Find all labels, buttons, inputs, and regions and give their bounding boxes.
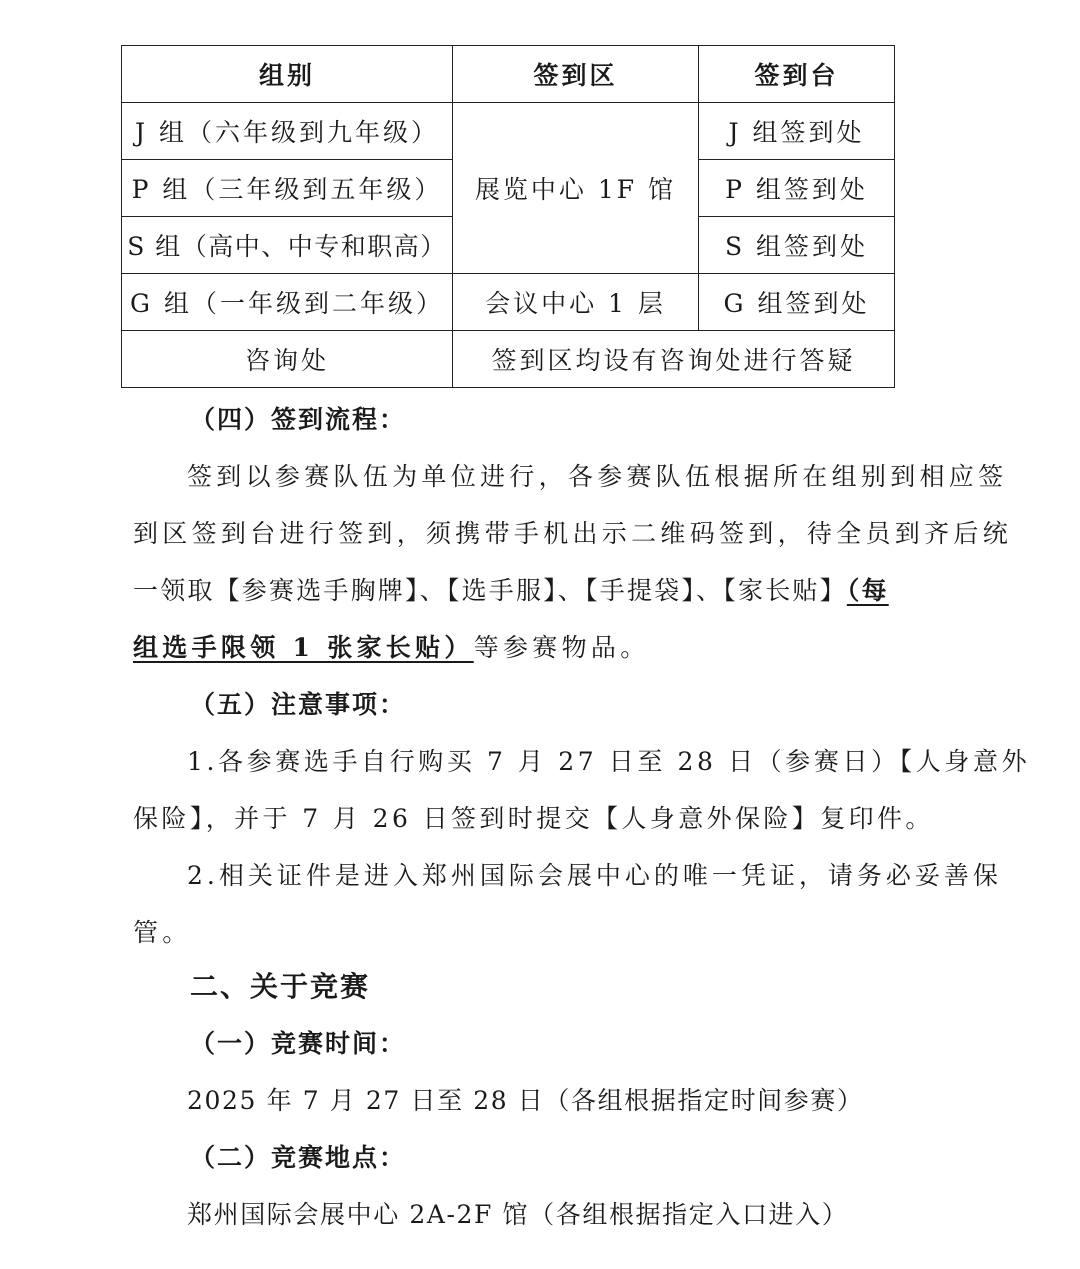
- table-row: [122, 274, 895, 331]
- competition-place-heading: （二）竞赛地点：: [190, 1143, 407, 1172]
- header-area: 签到区: [453, 46, 699, 103]
- signin-table: [121, 45, 895, 388]
- section4-para-line1: 签到以参赛队伍为单位进行，各参赛队伍根据所在组别到相应签: [187, 462, 1008, 491]
- area-cell: 会议中心 1 层: [453, 274, 699, 331]
- table-row: [122, 331, 895, 388]
- desk-cell: S 组签到处: [699, 217, 895, 274]
- para-line4-underlined: 组选手限领 1 张家长贴）: [133, 633, 474, 662]
- para-line3-text: 一领取【参赛选手胸牌】、【选手服】、【手提袋】、【家长贴】: [133, 576, 847, 605]
- competition-place-text: 郑州国际会展中心 2A-2F 馆（各组根据指定入口进入）: [187, 1200, 849, 1229]
- desk-cell: J 组签到处: [699, 103, 895, 160]
- consult-label-cell: 咨询处: [122, 331, 453, 388]
- section4-heading: （四）签到流程：: [190, 405, 407, 434]
- group-cell: S 组（高中、中专和职高）: [122, 217, 453, 274]
- group-cell: G 组（一年级到二年级）: [122, 274, 453, 331]
- part2-title: 二、关于竞赛: [190, 970, 371, 1003]
- table-header-row: [122, 46, 895, 103]
- competition-time-text: 2025 年 7 月 27 日至 28 日（各组根据指定时间参赛）: [187, 1086, 864, 1115]
- section5-item2-line2: 管。: [133, 918, 192, 947]
- section5-item2-line1: 2.相关证件是进入郑州国际会展中心的唯一凭证，请务必妥善保: [187, 861, 1002, 890]
- group-cell: P 组（三年级到五年级）: [122, 160, 453, 217]
- section4-para-line3: [133, 576, 889, 606]
- competition-time-heading: （一）竞赛时间：: [190, 1029, 407, 1058]
- area-cell-merged: 展览中心 1F 馆: [453, 103, 699, 274]
- consult-text-cell: 签到区均设有咨询处进行答疑: [453, 331, 895, 388]
- section5-item1-line1: 1.各参赛选手自行购买 7 月 27 日至 28 日（参赛日）【人身意外: [187, 747, 1031, 776]
- header-desk: 签到台: [699, 46, 895, 103]
- table-row: [122, 103, 895, 160]
- section5-heading: （五）注意事项：: [190, 690, 407, 719]
- para-line4-text: 等参赛物品。: [473, 633, 650, 662]
- group-cell: J 组（六年级到九年级）: [122, 103, 453, 160]
- section5-item1-line2: 保险】，并于 7 月 26 日签到时提交【人身意外保险】复印件。: [133, 804, 934, 833]
- section4-para-line4: [133, 633, 650, 663]
- section4-para-line2: 到区签到台进行签到，须携带手机出示二维码签到，待全员到齐后统: [133, 519, 1013, 548]
- para-line3-underlined: （每: [846, 576, 889, 605]
- header-group: 组别: [122, 46, 453, 103]
- desk-cell: P 组签到处: [699, 160, 895, 217]
- desk-cell: G 组签到处: [699, 274, 895, 331]
